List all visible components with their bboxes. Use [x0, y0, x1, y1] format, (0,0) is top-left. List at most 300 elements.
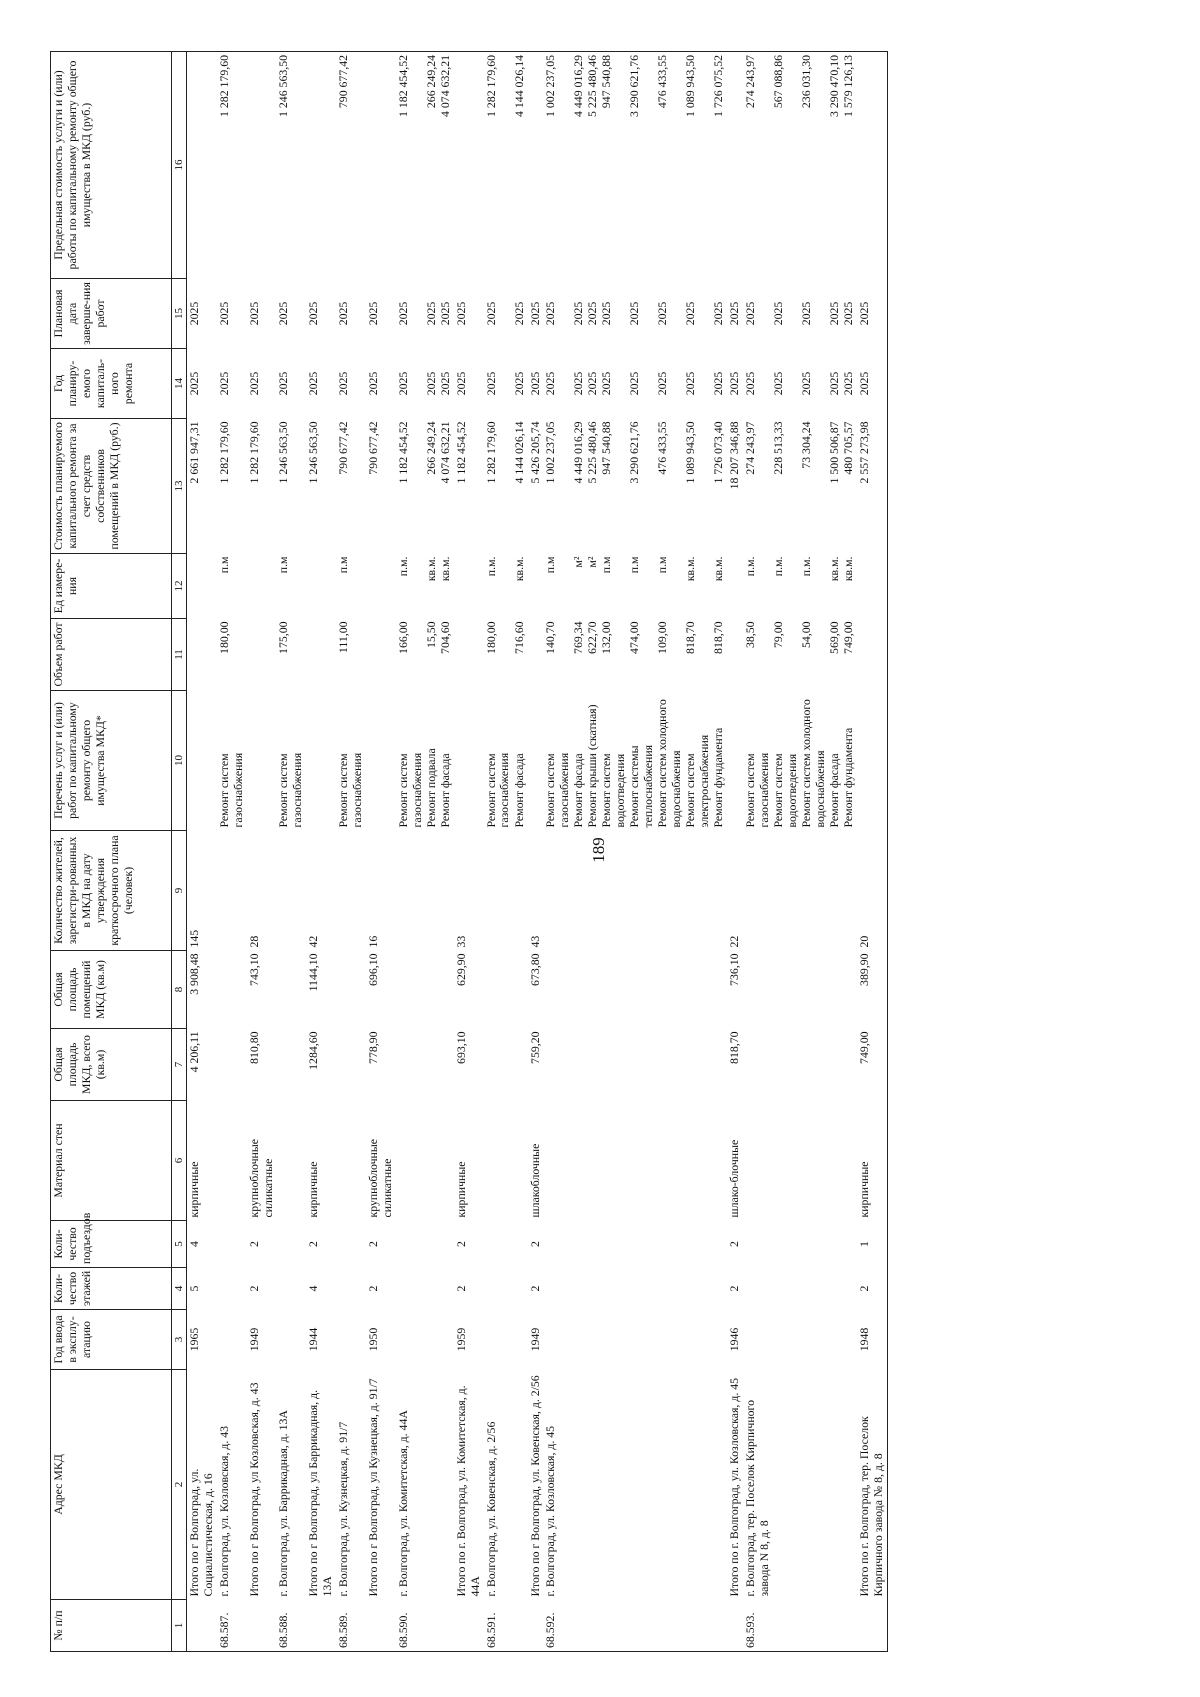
cell-unit [306, 554, 336, 619]
cell-unit [396, 554, 454, 619]
cell-limit-line: 4 074 632,21 [437, 55, 452, 117]
cell-y1-line: 2025 [655, 371, 670, 396]
cell-vol-line: 818,70 [683, 621, 698, 654]
cell-entr [217, 1221, 247, 1268]
cell-addr: г. Волгоград, ул. Комитетская, д. 44А [395, 1410, 410, 1597]
cell-y1-line: 2025 [527, 371, 542, 396]
cell-wall: шлако-блочные [727, 1139, 742, 1218]
cell-y1-line: 2025 [599, 371, 614, 396]
cell-num [306, 1600, 336, 1652]
cell-entr [336, 1221, 366, 1268]
cell-area2: 389,90 [857, 951, 887, 1029]
cell-y1-line: 2025 [306, 371, 321, 396]
cell-y2 [336, 279, 366, 349]
cell-work-line: Ремонт систем газоснабжения [543, 752, 572, 828]
table-row [454, 52, 484, 1652]
cell-people [743, 831, 857, 951]
cell-limit-line: 1 246 563,50 [276, 55, 291, 117]
cell-y1 [306, 349, 336, 419]
cell-work-line: Ремонт систем газоснабжения [216, 752, 245, 828]
cell-y1-line: 2025 [857, 371, 872, 396]
cell-unit-line: п.м [543, 556, 558, 574]
cell-cost [366, 419, 396, 554]
cell-y2-line: 2025 [511, 301, 526, 326]
cell-unit-line: кв.м. [711, 556, 726, 582]
cell-addr: г. Волгоград, ул. Кузнецкая, д. 91/7 [336, 1421, 351, 1597]
cell-work-line: Ремонт фундамента [841, 727, 856, 828]
cell-year: 1959 [453, 1327, 468, 1352]
cell-cost-line: 790 677,42 [336, 421, 351, 475]
cell-limit-line: 567 088,86 [771, 55, 786, 109]
cell-work-line: Ремонт фундамента [711, 727, 726, 828]
cell-y2-line: 2025 [799, 301, 814, 326]
cell-wall: кирпичные [306, 1161, 321, 1218]
cell-limit [336, 52, 366, 279]
cell-limit [396, 52, 454, 279]
cell-people [396, 831, 454, 951]
cell-vol-line: 54,00 [799, 621, 814, 649]
cell-unit-line: кв.м. [423, 556, 438, 582]
cell-limit [857, 52, 887, 279]
cell-num [857, 1600, 887, 1652]
cell-work-line: Ремонт систем холодного водоснабжения [799, 699, 828, 828]
cell-y2 [396, 279, 454, 349]
cell-vol [857, 619, 887, 691]
header-col-13: Стоимость планируемого капитального ремонта за счет средств собственников помещений в МКД (руб.) [51, 419, 172, 554]
cell-unit-line: п.м [336, 556, 351, 574]
cell-vol [727, 619, 743, 691]
cell-work [857, 691, 887, 831]
cell-y1-line: 2025 [683, 371, 698, 396]
cell-work [484, 691, 528, 831]
cell-limit-line: 3 290 470,10 [827, 55, 842, 117]
cell-addr: Итого по г Волгоград, ул. Ковенская, д. 2/56 [527, 1375, 542, 1597]
cell-cost-line: 274 243,97 [743, 421, 758, 475]
cell-y2 [727, 279, 743, 349]
cell-unit [454, 554, 484, 619]
cell-y1-line: 2025 [727, 371, 742, 396]
cell-unit [366, 554, 396, 619]
cell-vol-line: 749,00 [841, 621, 856, 654]
cell-y1-line: 2025 [799, 371, 814, 396]
cell-unit [217, 554, 247, 619]
cell-wall [743, 1101, 857, 1221]
cell-y1-line: 2025 [365, 371, 380, 396]
cell-y1 [528, 349, 544, 419]
column-number-2: 2 [172, 1370, 187, 1600]
cell-cost-line: 228 513,33 [771, 421, 786, 475]
cell-limit [366, 52, 396, 279]
cell-addr: г. Волгоград, тер. Поселок Кирпичного завода N 8, д. 8 [743, 1400, 772, 1597]
cell-num: 68.589. [336, 1600, 366, 1652]
cell-unit-line: кв.м. [683, 556, 698, 582]
cell-y2-line: 2025 [599, 301, 614, 326]
cell-cost-line: 480 705,57 [841, 421, 856, 475]
cell-y1-line: 2025 [711, 371, 726, 396]
cell-area2 [484, 951, 528, 1029]
cell-cost [528, 419, 544, 554]
repair-plan-table [50, 51, 888, 1652]
cell-vol [528, 619, 544, 691]
cell-num: 68.592. [543, 1600, 727, 1652]
cell-unit [857, 554, 887, 619]
cell-people [217, 831, 247, 951]
cell-work-line: Ремонт системы теплоснабжения [627, 744, 656, 828]
cell-y1-line: 2025 [395, 371, 410, 396]
cell-floors: 2 [365, 1285, 380, 1292]
cell-area: 778,90 [365, 1031, 380, 1064]
cell-vol-line: 132,00 [599, 621, 614, 654]
cell-y2-line: 2025 [483, 301, 498, 326]
cell-limit-line: 1 182 454,52 [395, 55, 410, 117]
cell-wall [396, 1101, 454, 1221]
cell-limit [528, 52, 544, 279]
table-row [743, 52, 857, 1652]
cell-vol-line: 769,34 [571, 621, 586, 654]
cell-unit [528, 554, 544, 619]
cell-y1 [857, 349, 887, 419]
cell-floors [743, 1268, 857, 1310]
cell-year [276, 1310, 306, 1370]
cell-year: 1949 [527, 1327, 542, 1352]
column-number-8: 8 [172, 951, 187, 1029]
cell-y2-line: 2025 [365, 301, 380, 326]
cell-y1 [543, 349, 727, 419]
column-number-9: 9 [172, 831, 187, 951]
cell-y2 [528, 279, 544, 349]
cell-y2 [366, 279, 396, 349]
cell-y2-line: 2025 [527, 301, 542, 326]
cell-y1-line: 2025 [437, 371, 452, 396]
cell-area [396, 1029, 454, 1101]
cell-vol [366, 619, 396, 691]
cell-people: 43 [527, 935, 542, 948]
cell-vol-line: 818,70 [711, 621, 726, 654]
cell-cost [727, 419, 743, 554]
cell-work [543, 691, 727, 831]
cell-y2-line: 2025 [743, 301, 758, 326]
cell-work-line: Ремонт фасада [827, 753, 842, 828]
cell-work [187, 691, 217, 831]
cell-num: 68.588. [276, 1600, 306, 1652]
header-col-9: Количество жителей, зарегистри-рованных в МКД на дату утверждения краткосрочного плана (человек) [51, 831, 172, 951]
cell-people [484, 831, 528, 951]
cell-work-line: Ремонт систем газоснабжения [743, 752, 772, 828]
cell-unit [484, 554, 528, 619]
cell-people [336, 831, 366, 951]
header-col-4: Коли-чество этажей [51, 1268, 172, 1310]
header-col-6: Материал стен [51, 1101, 172, 1221]
cell-wall: кирпичные [857, 1101, 887, 1221]
cell-work-line: Ремонт фасада [437, 753, 452, 828]
cell-unit-line: п.м. [395, 556, 410, 577]
cell-cost [276, 419, 306, 554]
cell-wall: шлакоблочные [527, 1143, 542, 1218]
cell-floors: 2 [453, 1285, 468, 1292]
cell-entr: 4 [187, 1241, 201, 1247]
cell-year [543, 1310, 727, 1370]
rotated-page [50, 52, 1200, 1652]
page-number: 189 [589, 837, 608, 863]
column-number-1: 1 [172, 1600, 187, 1652]
cell-cost-line: 1 246 563,50 [306, 421, 321, 484]
cell-entr [396, 1221, 454, 1268]
cell-work-line: Ремонт систем газоснабжения [276, 752, 305, 828]
cell-area: 749,00 [857, 1029, 887, 1101]
cell-entr [543, 1221, 727, 1268]
table-row [857, 52, 887, 1652]
table-row [528, 52, 544, 1652]
cell-y2-line: 2025 [727, 301, 742, 326]
cell-people: 42 [306, 935, 321, 948]
cell-y2-line: 2025 [437, 301, 452, 326]
cell-entr: 2 [453, 1241, 468, 1247]
cell-work [528, 691, 544, 831]
cell-limit-line: 4 449 016,29 [571, 55, 586, 117]
cell-limit [247, 52, 277, 279]
table-row [484, 52, 528, 1652]
cell-area2 [743, 951, 857, 1029]
cell-y1-line: 2025 [453, 371, 468, 396]
cell-entr: 2 [306, 1241, 321, 1247]
cell-y2-line: 2025 [395, 301, 410, 326]
cell-vol-line: 175,00 [276, 621, 291, 654]
column-number-15: 15 [172, 279, 187, 349]
cell-area2: 736,10 [727, 953, 742, 986]
cell-y2 [454, 279, 484, 349]
cell-cost-line: 947 540,88 [599, 421, 614, 475]
cell-y1-line: 2025 [276, 371, 291, 396]
cell-cost-line: 5 225 480,46 [585, 421, 600, 484]
cell-vol-line: 38,50 [743, 621, 758, 649]
cell-area [336, 1029, 366, 1101]
cell-unit-line: м² [571, 556, 586, 568]
table-row [366, 52, 396, 1652]
cell-vol [454, 619, 484, 691]
cell-cost-line: 4 074 632,21 [437, 421, 452, 484]
cell-y1-line: 2025 [483, 371, 498, 396]
cell-y2 [276, 279, 306, 349]
header-col-16: Предельная стоимость услуги и (или) работы по капитальному ремонту общего имущества в МКД (руб.) [51, 52, 172, 279]
cell-entr [276, 1221, 306, 1268]
cell-area2 [396, 951, 454, 1029]
cell-vol-line: 109,00 [655, 621, 670, 654]
cell-cost-line: 4 449 016,29 [571, 421, 586, 484]
cell-y1-line: 2025 [511, 371, 526, 396]
cell-year: 1944 [306, 1327, 321, 1352]
cell-work [306, 691, 336, 831]
cell-limit-line: 790 677,42 [336, 55, 351, 109]
table-row [247, 52, 277, 1652]
cell-entr [484, 1221, 528, 1268]
cell-limit [543, 52, 727, 279]
column-number-13: 13 [172, 419, 187, 554]
cell-y1-line: 2025 [187, 371, 201, 396]
cell-y1 [187, 349, 217, 419]
cell-vol-line: 140,70 [543, 621, 558, 654]
cell-wall: крупноблочные силикатные [246, 1139, 275, 1218]
header-row [51, 52, 172, 1652]
cell-y1 [454, 349, 484, 419]
column-number-5: 5 [172, 1221, 187, 1268]
cell-people: 145 [187, 929, 201, 948]
cell-addr: г. Волгоград, ул. Козловская, д. 45 [543, 1425, 558, 1597]
cell-y1-line: 2025 [627, 371, 642, 396]
cell-area: 810,80 [246, 1031, 261, 1064]
cell-entr [743, 1221, 857, 1268]
cell-people [276, 831, 306, 951]
cell-y2-line: 2025 [841, 301, 856, 326]
header-col-10: Перечень услуг и (или) работ по капитальному ремонту общего имущества МКД* [51, 691, 172, 831]
cell-area2: 696,10 [365, 953, 380, 986]
cell-work-line: Ремонт систем холодного водоснабжения [655, 699, 684, 828]
cell-year [217, 1310, 247, 1370]
cell-y2 [187, 279, 217, 349]
cell-y1-line: 2025 [543, 371, 558, 396]
cell-limit-line: 266 249,24 [423, 55, 438, 109]
cell-num: 68.593. [743, 1600, 857, 1652]
cell-cost [336, 419, 366, 554]
cell-unit-line: п.м. [743, 556, 758, 577]
cell-cost [543, 419, 727, 554]
column-number-12: 12 [172, 554, 187, 619]
cell-num: 68.587. [217, 1600, 247, 1652]
cell-entr: 2 [727, 1241, 742, 1247]
cell-wall: крупноблочные силикатные [365, 1139, 394, 1218]
cell-wall [336, 1101, 366, 1221]
cell-num [454, 1600, 484, 1652]
cell-floors: 5 [187, 1285, 201, 1292]
cell-vol-line: 180,00 [483, 621, 498, 654]
header-col-15: Плановая дата заверше-ния работ [51, 279, 172, 349]
cell-wall [543, 1101, 727, 1221]
cell-limit [454, 52, 484, 279]
cell-people: 20 [857, 831, 887, 951]
column-number-16: 16 [172, 52, 187, 279]
cell-cost-line: 3 290 621,76 [627, 421, 642, 484]
cell-y2-line: 2025 [655, 301, 670, 326]
cell-y2-line: 2025 [276, 301, 291, 326]
cell-y1 [276, 349, 306, 419]
cell-year [336, 1310, 366, 1370]
cell-y2-line: 2025 [423, 301, 438, 326]
cell-y2-line: 2025 [336, 301, 351, 326]
cell-floors [276, 1268, 306, 1310]
cell-floors: 2 [727, 1285, 742, 1292]
header-col-3: Год ввода в эксплу-атацию [51, 1310, 172, 1370]
cell-area: 818,70 [727, 1031, 742, 1064]
cell-year [484, 1310, 528, 1370]
cell-limit-line: 1 089 943,50 [683, 55, 698, 117]
cell-vol [306, 619, 336, 691]
cell-vol [743, 619, 857, 691]
cell-y1 [396, 349, 454, 419]
cell-num [247, 1600, 277, 1652]
cell-area2 [336, 951, 366, 1029]
cell-wall [276, 1101, 306, 1221]
cell-vol-line: 716,60 [511, 621, 526, 654]
header-col-14: Год планиру-емого капиталь-ного ремонта [51, 349, 172, 419]
cell-unit-line: п.м. [771, 556, 786, 577]
cell-num [366, 1600, 396, 1652]
cell-work [366, 691, 396, 831]
cell-limit [743, 52, 857, 279]
cell-limit-line: 476 433,55 [655, 55, 670, 109]
cell-num: 68.591. [484, 1600, 528, 1652]
cell-limit-line: 1 579 126,13 [841, 55, 856, 117]
cell-cost [454, 419, 484, 554]
cell-cost [484, 419, 528, 554]
column-number-7: 7 [172, 1029, 187, 1101]
cell-y2-line: 2025 [683, 301, 698, 326]
cell-y1-line: 2025 [336, 371, 351, 396]
column-number-10: 10 [172, 691, 187, 831]
cell-work [454, 691, 484, 831]
cell-limit [217, 52, 247, 279]
cell-y2-line: 2025 [585, 301, 600, 326]
cell-vol-line: 180,00 [216, 621, 231, 654]
cell-area [743, 1029, 857, 1101]
cell-y1-line: 2025 [585, 371, 600, 396]
cell-y2-line: 2025 [187, 301, 201, 326]
cell-floors [543, 1268, 727, 1310]
cell-cost-line: 1 500 506,87 [827, 421, 842, 484]
cell-limit-line: 1 002 237,05 [543, 55, 558, 117]
cell-y1-line: 2025 [423, 371, 438, 396]
cell-cost [247, 419, 277, 554]
cell-limit-line: 1 282 179,60 [483, 55, 498, 117]
cell-area [217, 1029, 247, 1101]
cell-floors: 2 [246, 1285, 261, 1292]
cell-y1 [484, 349, 528, 419]
cell-entr: 2 [246, 1241, 261, 1247]
table-body [187, 52, 888, 1652]
cell-limit-line: 3 290 621,76 [627, 55, 642, 117]
cell-area2: 629,90 [453, 953, 468, 986]
cell-y2-line: 2025 [216, 301, 231, 326]
cell-cost-line: 790 677,42 [365, 421, 380, 475]
cell-unit-line: п.м. [483, 556, 498, 577]
cell-unit-line: п.м [599, 556, 614, 574]
column-number-4: 4 [172, 1268, 187, 1310]
cell-year [396, 1310, 454, 1370]
cell-unit-line: п.м [276, 556, 291, 574]
cell-work [247, 691, 277, 831]
cell-unit-line: п.м [627, 556, 642, 574]
cell-addr: г. Волгоград, ул. Баррикадная, д. 13А [276, 1410, 291, 1597]
cell-addr: Итого по г Волгоград, ул Кузнецкая, д. 91/7 [365, 1378, 380, 1597]
cell-y2 [306, 279, 336, 349]
cell-work [276, 691, 306, 831]
cell-vol [336, 619, 366, 691]
cell-limit [484, 52, 528, 279]
cell-addr: Итого по г. Волгоград, ул. Комитетская, д. 44А [453, 1385, 482, 1597]
cell-y1-line: 2025 [743, 371, 758, 396]
cell-cost-line: 1 246 563,50 [276, 421, 291, 484]
cell-limit-line: 947 540,88 [599, 55, 614, 109]
cell-y1 [217, 349, 247, 419]
cell-vol [276, 619, 306, 691]
cell-cost-line: 1 182 454,52 [395, 421, 410, 484]
cell-floors: 2 [857, 1268, 887, 1310]
cell-y1-line: 2025 [771, 371, 786, 396]
cell-people: 28 [246, 935, 261, 948]
cell-y2-line: 2025 [771, 301, 786, 326]
cell-people [543, 831, 727, 951]
cell-unit-line: п.м [655, 556, 670, 574]
cell-year: 1949 [246, 1327, 261, 1352]
cell-unit [187, 554, 217, 619]
